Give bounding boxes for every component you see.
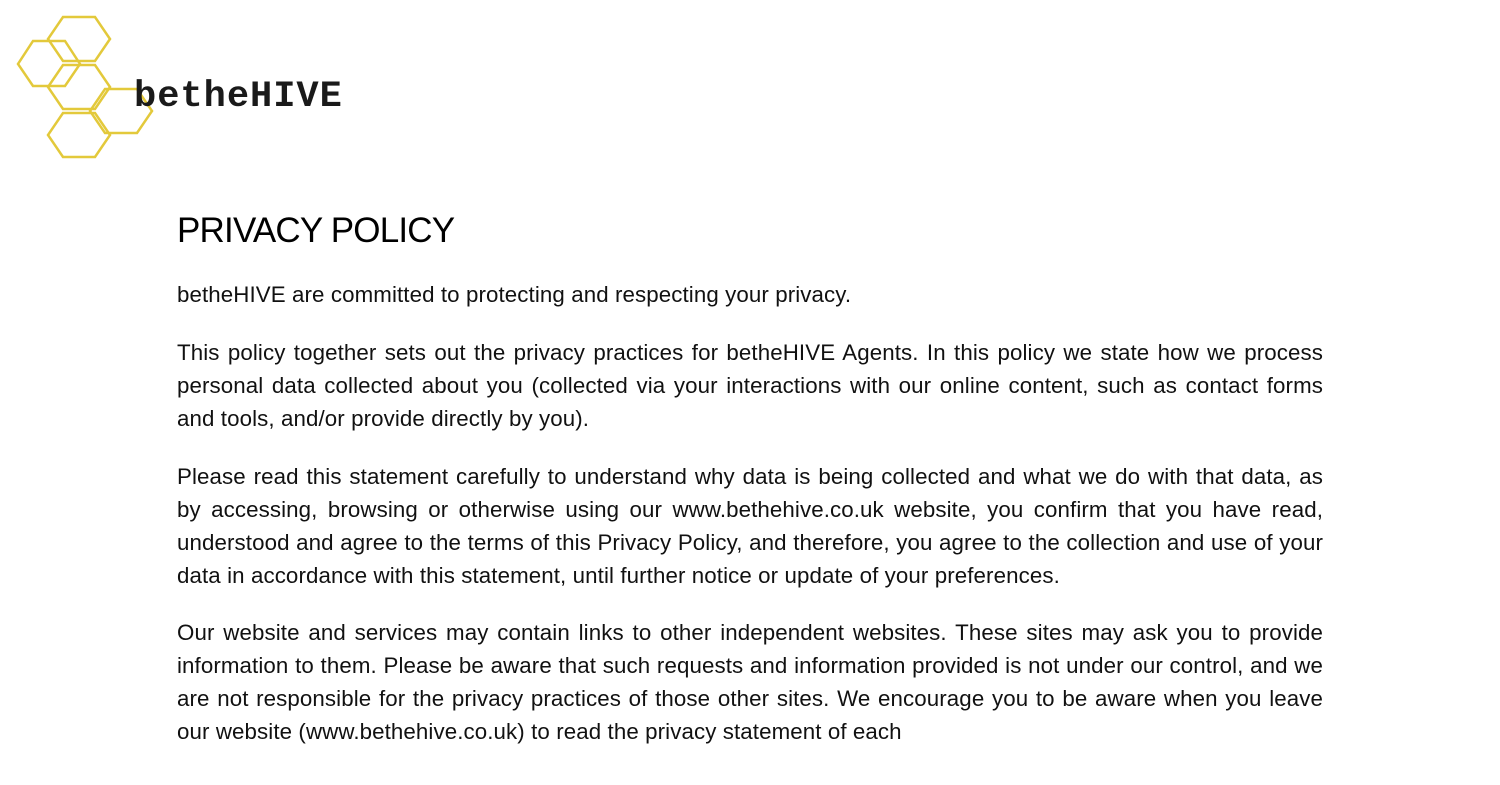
privacy-policy-document xyxy=(177,208,1323,748)
page-title: PRIVACY POLICY xyxy=(177,211,455,250)
paragraph-consent: Please read this statement carefully to understand why data is being collected and what we do with that data, as by accessing, browsing or otherwise using our www.bethehive.co.uk website, you confirm that you have read, understood and agree to the terms of this Privacy Policy, and therefore, you agree to the collection and use of your data in accordance with this statement, until further notice or update of your preferences. xyxy=(177,464,1323,588)
bethehive-logo xyxy=(16,14,366,164)
paragraph-policy-scope: This policy together sets out the privacy practices for betheHIVE Agents. In this policy we state how we process personal data collected about you (collected via your interactions with our online content, such as contact forms and tools, and/or provide directly by you). xyxy=(177,340,1323,431)
paragraph-commitment: betheHIVE are committed to protecting and respecting your privacy. xyxy=(177,282,852,307)
paragraph-external-links: Our website and services may contain links to other independent websites. These sites may ask you to provide information to them. Please be aware that such requests and information provided is not under our control, and we are not responsible for the privacy practices of those other sites. We encourage you to be aware when you leave our website (www.bethehive.co.uk) to read the privacy statement of each xyxy=(177,620,1323,744)
logo-wordmark: betheHIVE xyxy=(134,76,343,118)
